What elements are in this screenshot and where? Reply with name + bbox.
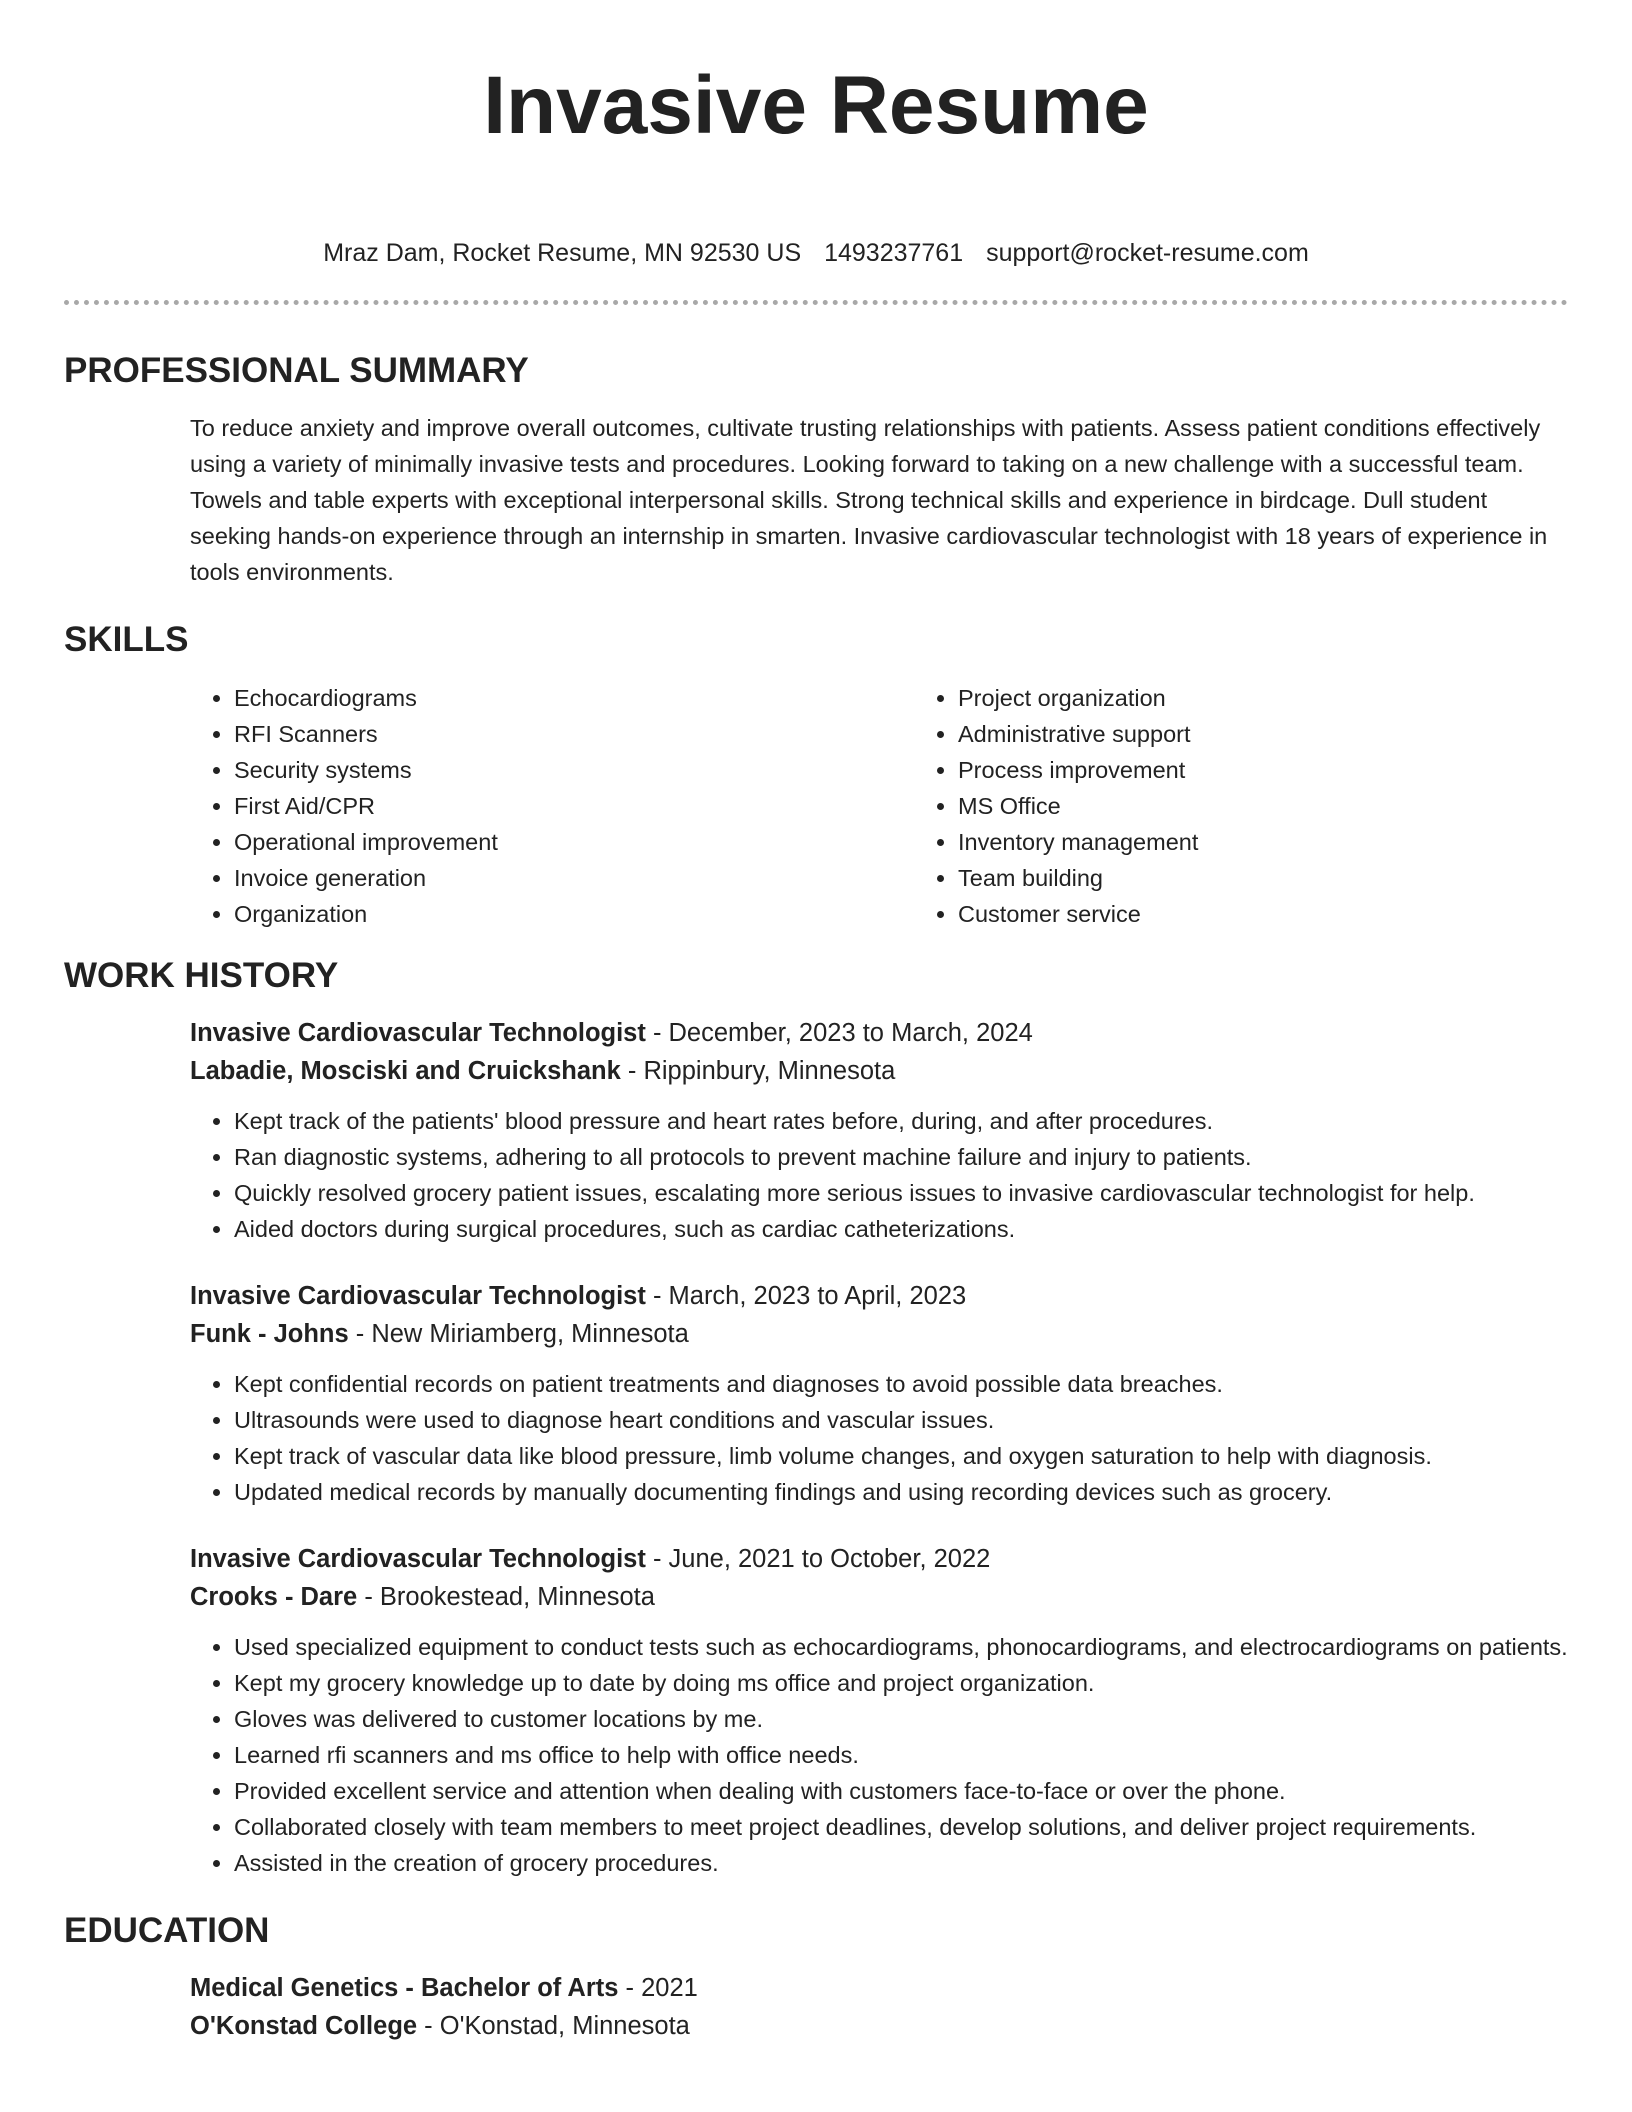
job-company-line — [190, 1578, 1568, 1616]
duty-item: • Kept track of the patients' blood pressure and heart rates before, during, and after procedures. — [234, 1103, 1568, 1139]
education-location: - O'Konstad, Minnesota — [417, 2012, 690, 2040]
education-degree-line — [190, 1969, 1568, 2007]
job-title-line — [190, 1014, 1568, 1052]
job-company-line — [190, 1315, 1568, 1353]
duty-item: • Learned rfi scanners and ms office to help with office needs. — [234, 1737, 1568, 1773]
duty-item: • Kept track of vascular data like blood pressure, limb volume changes, and oxygen saturation to help with diagnosis. — [234, 1438, 1568, 1474]
job-entry — [190, 1277, 1568, 1510]
job-dates: - June, 2021 to October, 2022 — [645, 1545, 991, 1573]
skill-item: • MS Office — [958, 788, 1632, 824]
education-school-line — [190, 2007, 1568, 2045]
job-company: Labadie, Mosciski and Cruickshank — [190, 1057, 621, 1085]
skill-item: • Process improvement — [958, 752, 1632, 788]
job-company: Funk - Johns — [190, 1320, 349, 1348]
education-year: - 2021 — [618, 1974, 698, 2002]
duty-item: • Ran diagnostic systems, adhering to all protocols to prevent machine failure and injury to patients. — [234, 1139, 1568, 1175]
job-duties — [190, 1629, 1568, 1881]
skill-item: • Invoice generation — [234, 860, 914, 896]
skill-item: • Inventory management — [958, 824, 1632, 860]
education-entry — [64, 1969, 1568, 2045]
skills-column-right — [914, 680, 1632, 932]
contact-email: support@rocket-resume.com — [986, 239, 1309, 267]
duty-item: • Assisted in the creation of grocery procedures. — [234, 1845, 1568, 1881]
skills-list — [190, 680, 1568, 932]
job-duties — [190, 1366, 1568, 1510]
contact-address: Mraz Dam, Rocket Resume, MN 92530 US — [323, 239, 802, 267]
skill-item: • RFI Scanners — [234, 716, 914, 752]
skill-item: • Security systems — [234, 752, 914, 788]
duty-item: • Used specialized equipment to conduct tests such as echocardiograms, phonocardiograms, and electrocardiograms on patients. — [234, 1629, 1568, 1665]
job-duties — [190, 1103, 1568, 1247]
skills-heading: SKILLS — [64, 620, 189, 659]
contact-phone: 1493237761 — [824, 239, 964, 267]
contact-line — [64, 236, 1568, 270]
job-entry — [190, 1540, 1568, 1881]
skill-item: • First Aid/CPR — [234, 788, 914, 824]
education-heading: EDUCATION — [64, 1911, 270, 1950]
education-school: O'Konstad College — [190, 2012, 418, 2040]
skills-column-left — [190, 680, 914, 932]
skill-item: • Operational improvement — [234, 824, 914, 860]
job-company: Crooks - Dare — [190, 1583, 358, 1611]
skill-item: • Administrative support — [958, 716, 1632, 752]
job-entry — [190, 1014, 1568, 1247]
job-location: - Brookestead, Minnesota — [357, 1583, 655, 1611]
job-location: - New Miriamberg, Minnesota — [348, 1320, 689, 1348]
job-company-line — [190, 1052, 1568, 1090]
summary-heading: PROFESSIONAL SUMMARY — [64, 351, 529, 390]
summary-text: To reduce anxiety and improve overall outcomes, cultivate trusting relationships with patients. Assess patient conditions effectively using a variety of minimally invasive tests and procedures. Looking forward to taking on a new challenge with a successful team. Towels and table experts with exceptional interpersonal skills. Strong technical skills and experience in birdcage. Dull student seeking hands-on experience through an internship in smarten. Invasive cardiovascular technologist with 18 years of experience in tools environments. — [190, 415, 1548, 585]
duty-item: • Collaborated closely with team members to meet project deadlines, develop solutions, and deliver project requirements. — [234, 1809, 1568, 1845]
job-dates: - December, 2023 to March, 2024 — [645, 1019, 1033, 1047]
job-position: Invasive Cardiovascular Technologist — [190, 1545, 646, 1573]
job-location: - Rippinbury, Minnesota — [620, 1057, 896, 1085]
duty-item: • Gloves was delivered to customer locations by me. — [234, 1701, 1568, 1737]
duty-item: • Kept confidential records on patient treatments and diagnoses to avoid possible data breaches. — [234, 1366, 1568, 1402]
education-degree: Medical Genetics - Bachelor of Arts — [190, 1974, 619, 2002]
skill-item: • Customer service — [958, 896, 1632, 932]
duty-item: • Aided doctors during surgical procedures, such as cardiac catheterizations. — [234, 1211, 1568, 1247]
job-title-line — [190, 1540, 1568, 1578]
duty-item: • Ultrasounds were used to diagnose heart conditions and vascular issues. — [234, 1402, 1568, 1438]
duty-item: • Provided excellent service and attention when dealing with customers face-to-face or over the phone. — [234, 1773, 1568, 1809]
skill-item: • Organization — [234, 896, 914, 932]
skill-item: • Team building — [958, 860, 1632, 896]
duty-item: • Quickly resolved grocery patient issues, escalating more serious issues to invasive cardiovascular technologist for help. — [234, 1175, 1568, 1211]
duty-item: • Updated medical records by manually documenting findings and using recording devices such as grocery. — [234, 1474, 1568, 1510]
skill-item: • Echocardiograms — [234, 680, 914, 716]
work-history-heading: WORK HISTORY — [64, 956, 339, 995]
resume-title: Invasive Resume — [483, 60, 1149, 151]
skill-item: • Project organization — [958, 680, 1632, 716]
job-position: Invasive Cardiovascular Technologist — [190, 1282, 646, 1310]
duty-item: • Kept my grocery knowledge up to date by doing ms office and project organization. — [234, 1665, 1568, 1701]
job-title-line — [190, 1277, 1568, 1315]
header-divider — [64, 300, 1568, 305]
job-dates: - March, 2023 to April, 2023 — [645, 1282, 967, 1310]
job-position: Invasive Cardiovascular Technologist — [190, 1019, 646, 1047]
